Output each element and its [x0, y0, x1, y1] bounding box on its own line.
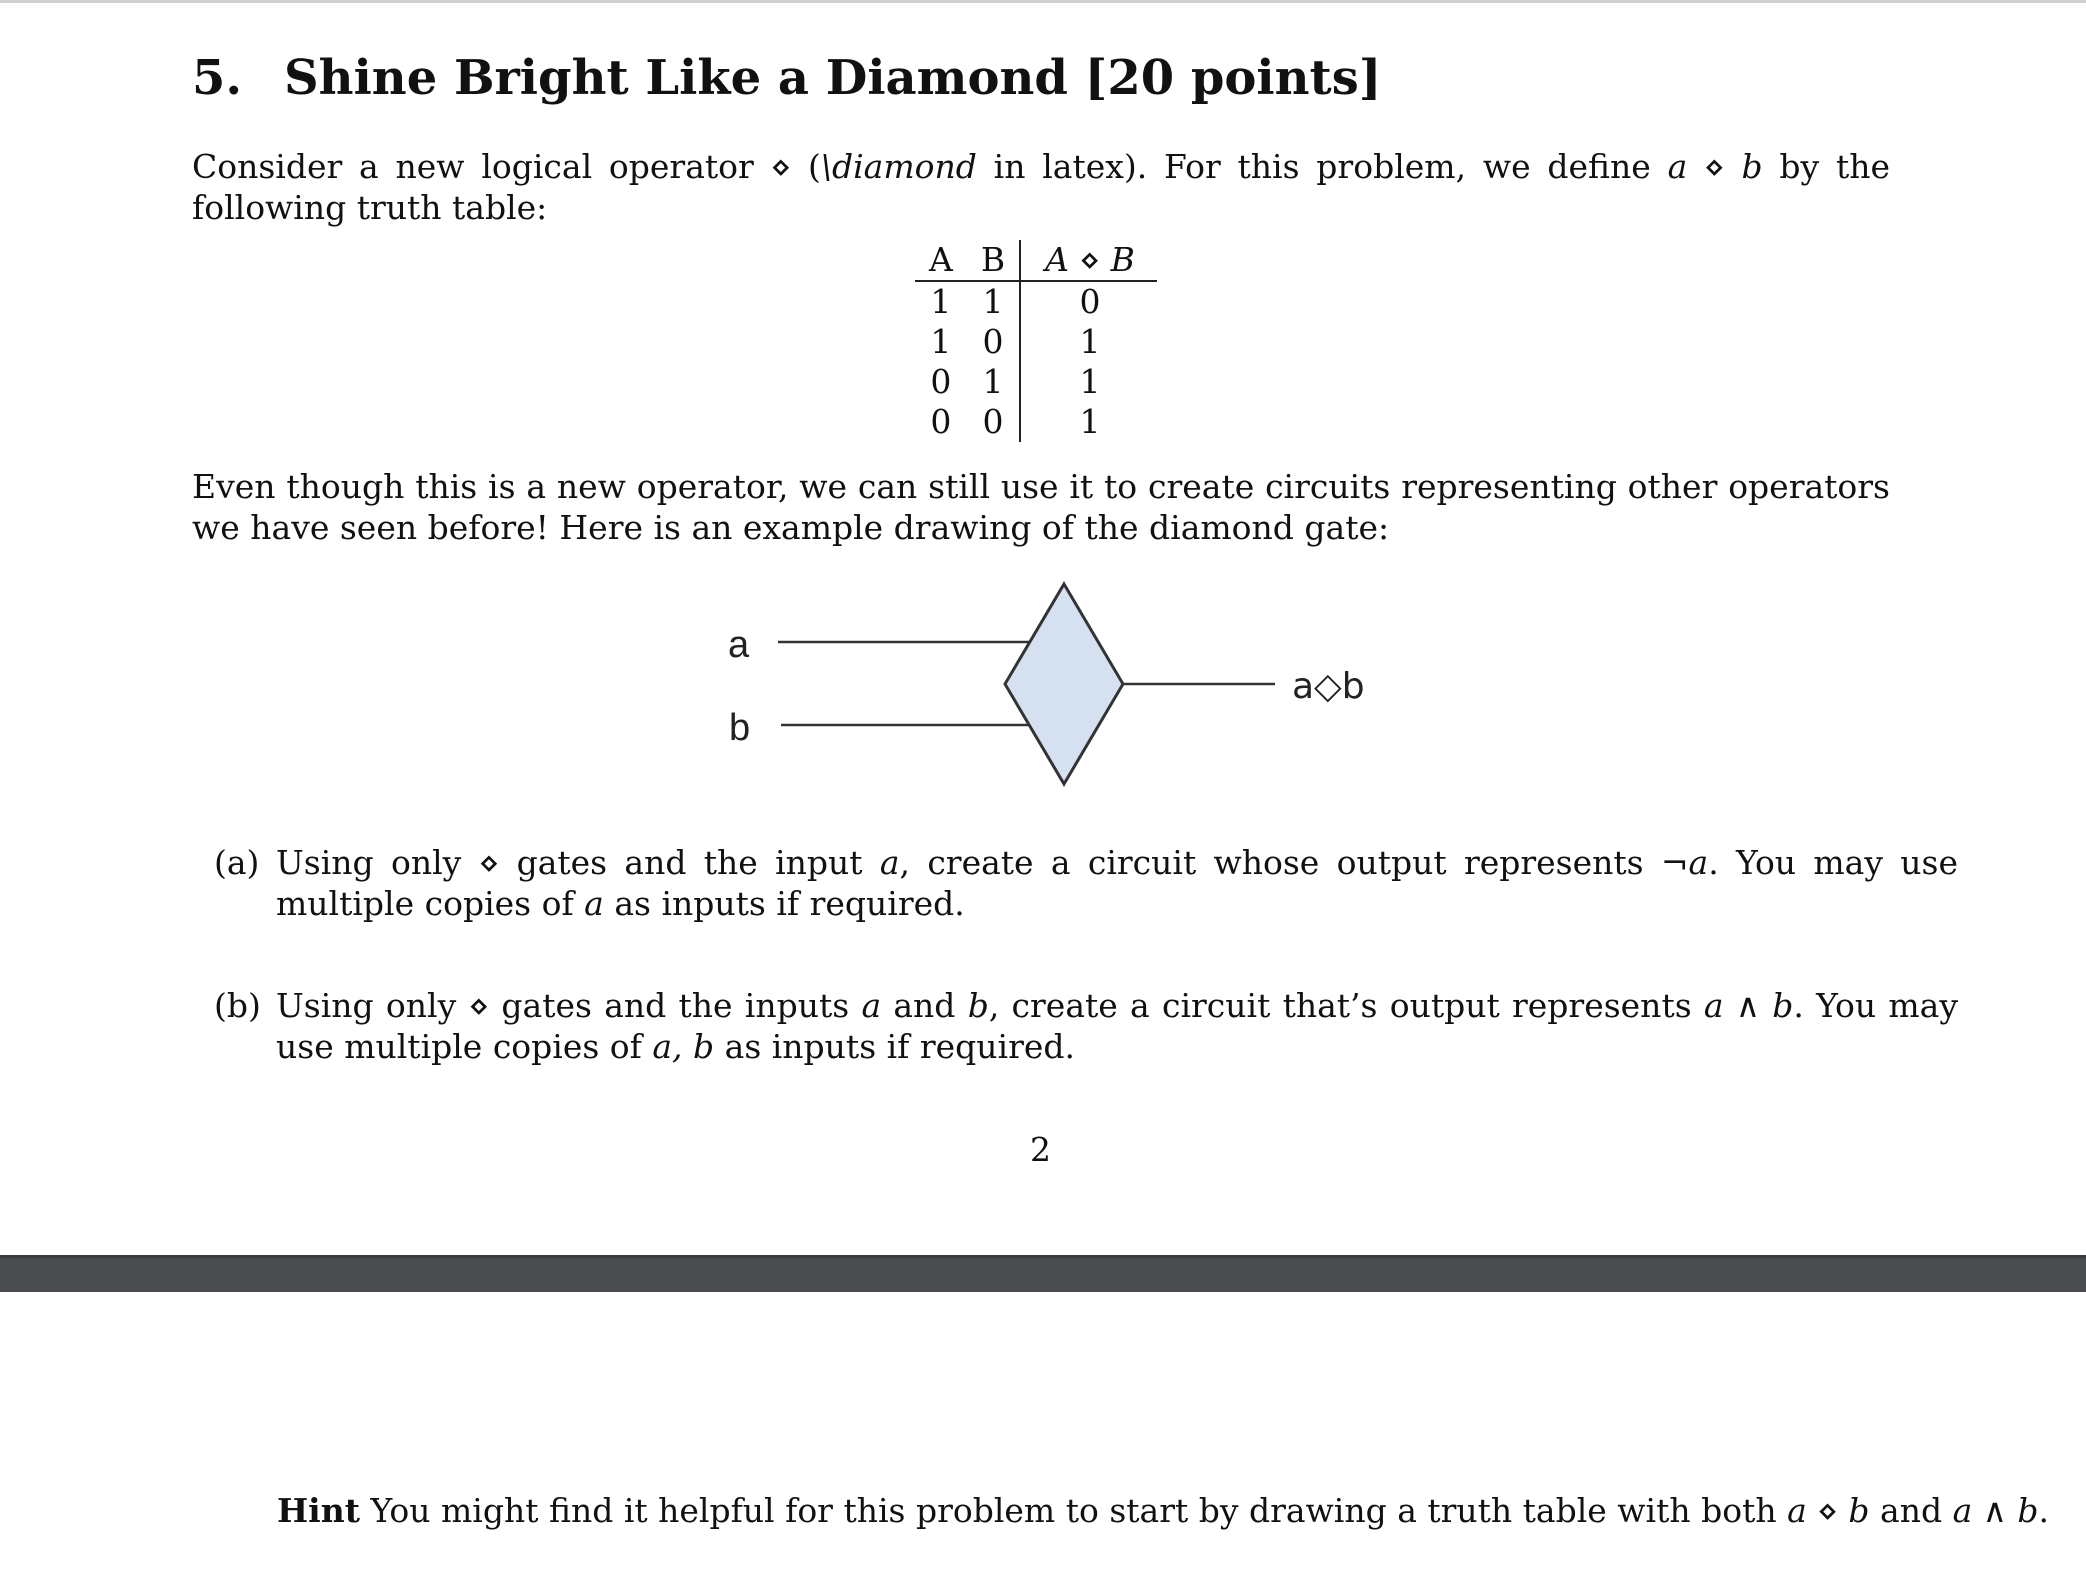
truth-table	[915, 240, 1157, 442]
part-a-text-1: Using only	[276, 843, 479, 882]
and-expression: a ∧ b	[1703, 986, 1794, 1025]
cell-result: 1	[1020, 362, 1157, 402]
cell-a: 0	[930, 402, 952, 441]
cell-b: 0	[982, 322, 1004, 361]
intro-paragraph	[192, 146, 1890, 228]
diamond-gate-diagram	[0, 560, 2086, 800]
output-label: a◇b	[1292, 666, 1365, 707]
page-divider	[0, 1255, 2086, 1292]
intro-text-3: in latex). For this problem, we define	[976, 147, 1668, 186]
var-a: a	[584, 884, 604, 923]
table-row	[915, 362, 1157, 402]
cell-b: 1	[982, 362, 1004, 401]
circuit-intro-paragraph: Even though this is a new operator, we can still use it to create circuits representing other operators we have seen before! Here is an example drawing of the diamond gate:	[192, 467, 1890, 547]
cell-a: 0	[930, 362, 952, 401]
part-b-text	[276, 985, 1958, 1067]
hint-label: Hint	[277, 1491, 360, 1530]
part-a-text-4: . You may use multiple copies of	[276, 843, 1958, 923]
cell-result: 0	[1020, 281, 1157, 322]
problem-number: 5.	[192, 50, 243, 106]
negation-expression: ¬a	[1660, 843, 1709, 882]
part-b-text-6: as inputs if required.	[714, 1027, 1076, 1066]
part-b-label: (b)	[214, 986, 261, 1025]
var-b: b	[967, 986, 989, 1025]
page-number: 2	[1030, 1130, 1051, 1169]
hint-text-2: and	[1869, 1491, 1953, 1530]
header-b: B	[967, 240, 1020, 281]
hint-text-3: .	[2038, 1491, 2050, 1530]
var-list: a, b	[652, 1027, 715, 1066]
latex-command: \diamond	[820, 147, 977, 186]
cell-a: 1	[930, 282, 952, 321]
input-a-label: a	[728, 624, 750, 666]
hint-expression-1: a ⋄ b	[1787, 1491, 1870, 1530]
truth-table-header	[915, 240, 1157, 281]
hint-text-1: You might find it helpful for this problem to start by drawing a truth table with both	[359, 1491, 1788, 1530]
part-a-text-3: , create a circuit whose output represents	[899, 843, 1661, 882]
table-row	[915, 281, 1157, 322]
cell-a: 1	[930, 322, 952, 361]
intro-text-2: (	[791, 147, 821, 186]
diamond-gate-icon	[1005, 584, 1123, 784]
cell-b: 0	[982, 402, 1004, 441]
var-a: a	[861, 986, 882, 1025]
header-result: A ⋄ B	[1020, 240, 1157, 281]
part-b-text-2: gates and the inputs	[489, 986, 862, 1025]
part-b-text-1: Using only	[276, 986, 469, 1025]
header-a: A	[915, 240, 967, 281]
part-a-text-2: gates and the input	[499, 843, 880, 882]
part-a-text-5: as inputs if required.	[603, 884, 965, 923]
cell-result: 1	[1020, 402, 1157, 442]
var-a: a	[879, 843, 900, 882]
part-a-text	[276, 842, 1958, 924]
intro-text-1: Consider a new logical operator	[192, 147, 771, 186]
table-row	[915, 402, 1157, 442]
problem-heading	[192, 48, 1381, 108]
intro-text-4: by the following truth table:	[192, 147, 1890, 227]
part-b-text-5: . You may use multiple copies of	[276, 986, 1958, 1066]
part-b-text-4: , create a circuit that’s output represents	[988, 986, 1704, 1025]
diamond-symbol: ⋄	[770, 147, 792, 186]
part-b-text-3: and	[881, 986, 968, 1025]
part-a-label: (a)	[214, 843, 260, 882]
cell-b: 1	[982, 282, 1004, 321]
cell-result: 1	[1020, 322, 1157, 362]
intro-expression: a ⋄ b	[1667, 147, 1763, 186]
table-row	[915, 322, 1157, 362]
diamond-symbol: ⋄	[478, 843, 500, 882]
input-b-label: b	[729, 707, 751, 749]
problem-title: Shine Bright Like a Diamond [20 points]	[284, 50, 1382, 106]
hint-expression-2: a ∧ b	[1952, 1491, 2039, 1530]
hint-paragraph	[277, 1490, 2049, 1531]
diamond-symbol: ⋄	[468, 986, 490, 1025]
